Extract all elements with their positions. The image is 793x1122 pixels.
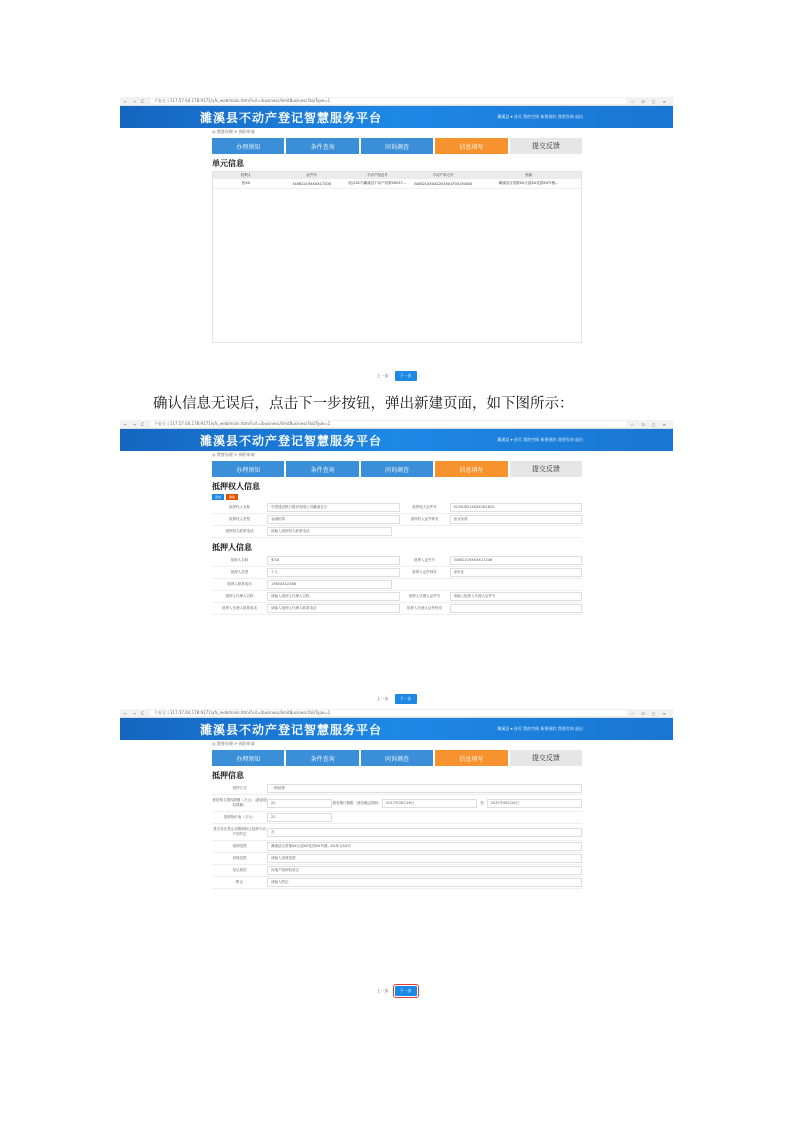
pager [120, 985, 673, 997]
platform-banner [120, 429, 673, 451]
address-bar[interactable]: 不安全 | 117.57.64.178:9171/yfs_web/main.html?url=/business/limitBusiness?bizType=1 [150, 421, 627, 427]
mortgage-form [212, 783, 582, 889]
form-row [212, 841, 582, 853]
field-label: 抵押方式 [232, 786, 247, 790]
cell-owner: 张XX [241, 181, 250, 185]
prev-button[interactable]: 上一步 [376, 988, 389, 993]
field-label: 抵押权人类型 [229, 517, 250, 521]
step-tab-submit[interactable]: 提交反馈 [510, 750, 582, 766]
cell-location: 濉溪县百善镇XX大道XX花园XX号楼... [498, 181, 559, 185]
platform-title: 濉溪县不动产登记智慧服务平台 [200, 433, 383, 448]
field-label: 抵押范围 [232, 844, 247, 848]
browser-controls[interactable]: ☆ ⊡ ◻ ≡ [630, 98, 669, 104]
screenshot-mortgage-info [120, 709, 673, 999]
browser-controls[interactable]: ☆ ⊡ ◻ ≡ [630, 421, 669, 427]
step-tab-submit[interactable]: 提交反馈 [510, 461, 582, 477]
step-tab-fill-info[interactable]: 信息填写 [435, 750, 507, 766]
form-row [212, 603, 582, 615]
form-row [212, 812, 582, 824]
agent-phone-field[interactable]: 请输入抵押人代理人联系电话 [267, 604, 400, 613]
field-label: 抵押物价值（万元） [223, 815, 256, 819]
caption-text: 确认信息无误后，点击下一步按钮，弹出新建页面，如下图所示： [153, 396, 574, 412]
field-label: 抵押权人联系电话 [225, 529, 254, 533]
guarantee-scope-field[interactable]: 请输入担保范围 [267, 854, 582, 863]
main-panel [212, 138, 582, 343]
field-label: 抵押权人证件种类 [410, 517, 439, 521]
browser-toolbar [120, 97, 673, 106]
step-tab-notice[interactable]: 办理须知 [212, 461, 284, 477]
action-buttons [212, 494, 582, 500]
screenshot-unit-info [120, 97, 673, 384]
top-nav-links[interactable]: 濉溪县 ▾ 首页 我的空间 新建预约 我要咨询 退出 [497, 437, 583, 442]
col-location: 坐落 [524, 173, 532, 177]
field-label: 抵押人代理人联系电话 [222, 606, 257, 610]
next-button[interactable]: 下一步 [395, 371, 417, 381]
section-title-unit: 单元信息 [212, 159, 244, 168]
address-bar[interactable]: 不安全 | 117.57.64.178:9171/yfs_web/main.html?url=/business/limitBusiness?bizType=1 [150, 710, 627, 716]
next-button-highlighted[interactable]: 下一步 [395, 986, 417, 996]
mortgage-scope-field[interactable]: 濉溪县百善镇XX大道XX花园XX号楼...XX单元XX号 [267, 842, 582, 851]
remarks-field[interactable]: 请输入附记 [267, 878, 582, 887]
next-button[interactable]: 下一步 [395, 694, 417, 704]
section-title-mortgage: 抵押信息 [212, 771, 244, 780]
term-end-field[interactable]: 2037年06月26日 [487, 799, 582, 808]
unit-table [212, 171, 582, 343]
form-row [212, 795, 582, 812]
step-tab-survey[interactable]: 问询调查 [361, 138, 433, 154]
claim-amount-field[interactable]: 22 [267, 799, 332, 808]
platform-title: 濉溪县不动产登记智慧服务平台 [200, 722, 383, 737]
step-tab-notice[interactable]: 办理须知 [212, 750, 284, 766]
agent-name-field[interactable]: 请输入抵押人代理人名称 [267, 592, 400, 601]
form-row [212, 591, 582, 603]
mortgagee-form [212, 502, 582, 538]
step-tab-query[interactable]: 条件查询 [286, 461, 358, 477]
field-label: 抵押人类型 [230, 570, 249, 574]
field-label: 抵押权人名称 [229, 505, 250, 509]
form-row [212, 783, 582, 795]
step-tab-query[interactable]: 条件查询 [286, 750, 358, 766]
field-label: 附记 [236, 880, 243, 884]
screenshot-mortgage-parties [120, 420, 673, 705]
prev-button[interactable]: 上一步 [376, 696, 389, 701]
step-tab-notice[interactable]: 办理须知 [212, 138, 284, 154]
delete-button[interactable]: 删除 [226, 494, 238, 500]
mortgagee-type-field[interactable]: 金融机构 [267, 515, 400, 524]
field-label: 担保范围 [232, 856, 247, 860]
form-row [212, 824, 582, 841]
step-tabs [212, 750, 582, 766]
pager [120, 693, 673, 705]
form-row [212, 502, 582, 514]
form-row [212, 579, 582, 591]
form-row [212, 526, 582, 538]
platform-banner [120, 718, 673, 740]
browser-controls[interactable]: ☆ ⊡ ◻ ≡ [630, 710, 669, 716]
mortgagor-type-field[interactable]: 个人 [267, 568, 400, 577]
collateral-value-field[interactable]: 22 [267, 813, 332, 822]
field-label: 抵押权人证件号 [412, 505, 437, 509]
field-label: 抵押人代理人证件种类 [407, 606, 442, 610]
table-header [213, 172, 581, 179]
section-title-mortgagee: 抵押权人信息 [212, 482, 260, 491]
mortgagee-id-field[interactable]: 91340621XXXX1B16Q1 [450, 503, 583, 512]
section-title-mortgagor: 抵押人信息 [212, 543, 252, 552]
step-tab-fill-info[interactable]: 信息填写 [435, 461, 507, 477]
agent-id-type-field[interactable] [450, 604, 583, 613]
top-nav-links[interactable]: 濉溪县 ▾ 首页 我的空间 新建预约 我要咨询 退出 [497, 726, 583, 731]
step-tabs [212, 138, 582, 154]
prev-button[interactable]: 上一步 [376, 373, 389, 378]
step-tab-fill-info[interactable]: 信息填写 [435, 138, 507, 154]
registration-reason-field[interactable]: 房地产抵押权登记 [267, 866, 582, 875]
browser-nav-icons[interactable]: ← → C [124, 98, 147, 104]
field-label: 债务履行期限（债权确定期间） [332, 800, 382, 805]
breadcrumb: ◎ 我要办理 > 预约申请 [212, 741, 255, 746]
form-row [212, 555, 582, 567]
breadcrumb: ◎ 我要办理 > 预约申请 [212, 129, 255, 134]
field-label: 抵押人证件种类 [412, 570, 437, 574]
col-cert: 不动产权证号 [366, 173, 388, 177]
mortgagor-id-type-field[interactable]: 身份证 [450, 568, 583, 577]
field-label: 被担保主债权数额（万元）（最高债权数额） [212, 798, 267, 807]
breadcrumb: ◎ 我要办理 > 预约申请 [212, 452, 255, 457]
cell-id: 34062219XXXX17208 [292, 181, 331, 186]
platform-title: 濉溪县不动产登记智慧服务平台 [200, 110, 383, 125]
field-label: 登记原因 [232, 868, 247, 872]
field-label: 抵押人名称 [230, 558, 249, 562]
form-row [212, 853, 582, 865]
mortgagee-id-type-field[interactable]: 营业执照 [450, 515, 583, 524]
add-button[interactable]: 添加 [212, 494, 224, 500]
mortgagor-form [212, 555, 582, 615]
pager [120, 370, 673, 382]
field-label: 抵押人联系电话 [227, 582, 252, 586]
browser-nav-icons[interactable]: ← → C [124, 421, 147, 427]
form-row [212, 877, 582, 889]
step-tab-survey[interactable]: 问询调查 [361, 750, 433, 766]
browser-nav-icons[interactable]: ← → C [124, 710, 147, 716]
range-separator: 至 [480, 800, 484, 805]
form-row [212, 514, 582, 526]
main-panel [212, 461, 582, 615]
platform-banner [120, 106, 673, 128]
field-label: 是否存在禁止或限制转让抵押不动产的约定 [213, 827, 266, 836]
step-tabs [212, 461, 582, 477]
mortgagee-phone-field[interactable]: 请输入抵押权人联系电话 [267, 527, 392, 536]
main-panel [212, 750, 582, 889]
field-label: 抵押人代理人名称 [225, 594, 254, 598]
browser-toolbar [120, 709, 673, 718]
step-tab-survey[interactable]: 问询调查 [361, 461, 433, 477]
transfer-restriction-field[interactable]: 否 [267, 828, 582, 837]
browser-toolbar [120, 420, 673, 429]
step-tab-query[interactable]: 条件查询 [286, 138, 358, 154]
mortgagor-id-field[interactable]: 34062219XXXX17208 [450, 556, 583, 565]
field-label: 抵押人证件号 [414, 558, 435, 562]
form-row [212, 567, 582, 579]
top-nav-links[interactable]: 濉溪县 ▾ 首页 我的空间 新建预约 我要咨询 退出 [497, 114, 583, 119]
cell-unit: 340621XXXX2203XX1F00130004 [413, 181, 473, 186]
mortgagee-name-field[interactable]: 中国建设银行股份有限公司濉溪支行 [267, 503, 400, 512]
form-row [212, 865, 582, 877]
step-tab-submit[interactable]: 提交反馈 [510, 138, 582, 154]
table-row[interactable] [213, 179, 581, 189]
address-bar[interactable]: 不安全 | 117.57.64.178:9171/yfs_web/main.html?url=/business/limitBusiness?bizType=1 [150, 98, 627, 104]
col-unit: 不动产单元号 [432, 173, 454, 177]
mortgagor-phone-field[interactable]: 1365XXX2386 [267, 580, 392, 589]
field-label: 抵押人代理人证件号 [408, 594, 441, 598]
col-id: 证件号 [306, 173, 317, 177]
agent-id-field[interactable]: 请输入抵押人代理人证件号 [450, 592, 583, 601]
cell-cert: 皖(2017)濉溪县不动产权第00037... [348, 181, 407, 185]
term-start-field[interactable]: 2017年06月26日 [382, 799, 477, 808]
col-owner: 权利人 [240, 173, 252, 177]
mortgagor-name-field[interactable]: 张XX [267, 556, 400, 565]
mortgage-method-field[interactable]: 一般抵押 [267, 784, 582, 793]
